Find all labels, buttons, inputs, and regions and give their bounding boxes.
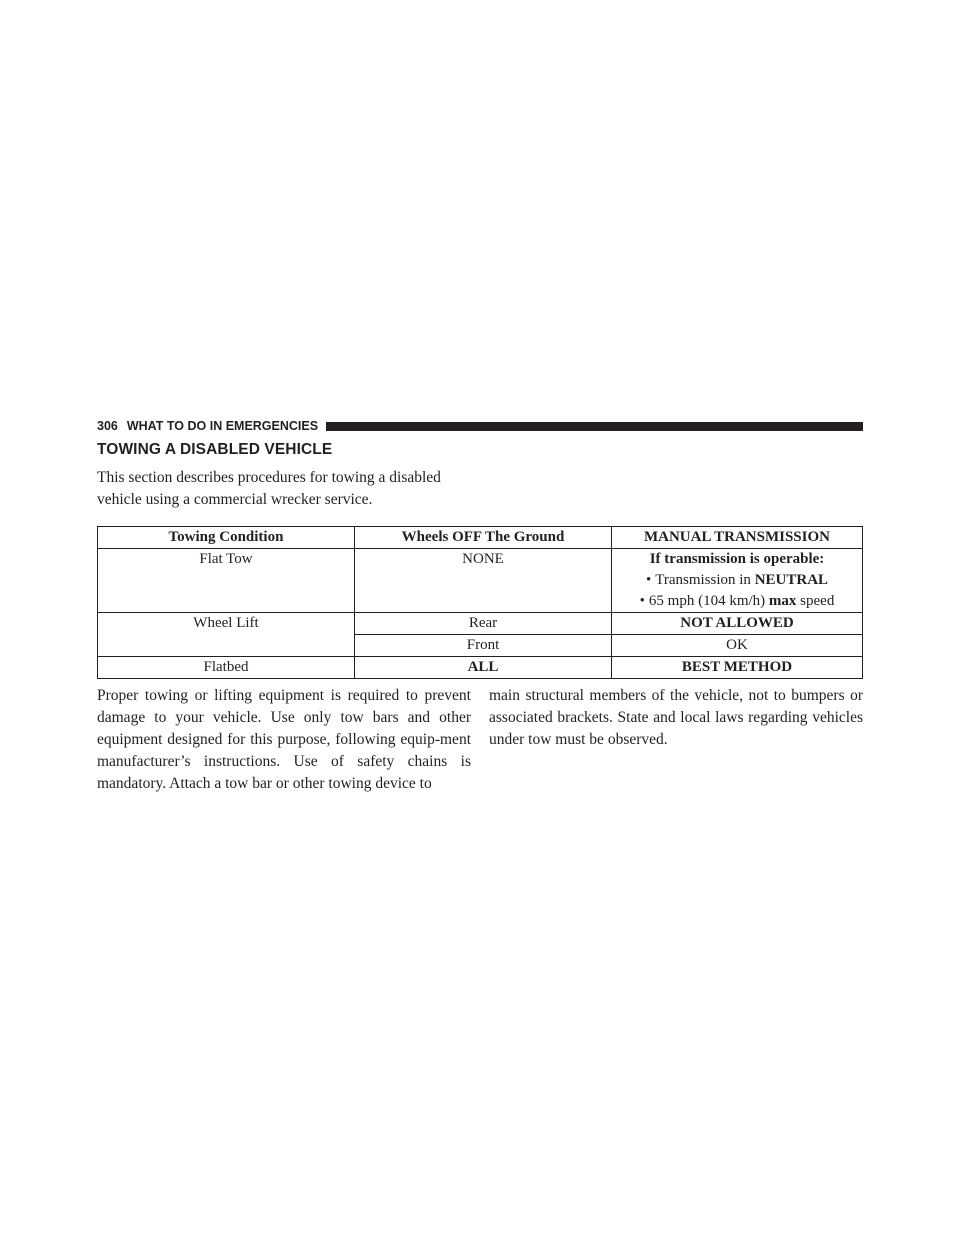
table-row-flatbed xyxy=(98,657,863,679)
bullet-1-text: Transmission in xyxy=(655,572,751,588)
chapter-title: WHAT TO DO IN EMERGENCIES xyxy=(126,419,319,433)
page-header xyxy=(97,418,863,434)
cell-wheel-lift-front: Front xyxy=(355,635,612,657)
towing-table xyxy=(97,526,863,679)
body-left-column: Proper towing or lifting equipment is required to prevent damage to your vehicle. Use only tow bars and other equipment designed for this purpose, following equip-ment manufacturer’s instructions. Use of safety chains is mandatory. Attach a tow bar or other towing device to xyxy=(97,687,471,792)
cell-wheel-lift-condition: Wheel Lift xyxy=(98,613,355,657)
table-header-row xyxy=(98,527,863,549)
header-towing-condition: Towing Condition xyxy=(98,527,355,549)
page-number: 306 xyxy=(97,419,118,433)
cell-flatbed-wheels: ALL xyxy=(355,657,612,679)
flat-tow-bullet-2 xyxy=(616,591,858,612)
flat-tow-note-title: If transmission is operable: xyxy=(649,551,825,567)
cell-flatbed-condition: Flatbed xyxy=(98,657,355,679)
header-manual-transmission: MANUAL TRANSMISSION xyxy=(612,527,863,549)
bullet-icon: • xyxy=(639,593,645,609)
cell-wheel-lift-rear: Rear xyxy=(355,613,612,635)
intro-paragraph: This section describes procedures for towing a disabled vehicle using a commercial wrecker service. xyxy=(97,469,441,508)
cell-wheel-lift-front-result: OK xyxy=(612,635,863,657)
header-rule xyxy=(326,422,863,431)
table-row-wheel-lift-rear xyxy=(98,613,863,635)
header-wheels-off: Wheels OFF The Ground xyxy=(355,527,612,549)
cell-flat-tow-condition: Flat Tow xyxy=(98,549,355,613)
section-title: TOWING A DISABLED VEHICLE xyxy=(97,441,333,458)
flat-tow-bullet-1 xyxy=(616,570,858,591)
bullet-icon: • xyxy=(645,572,652,588)
table-row-flat-tow xyxy=(98,549,863,613)
bullet-1-bold: NEUTRAL xyxy=(754,572,829,588)
cell-flat-tow-transmission xyxy=(612,549,863,613)
cell-flat-tow-wheels: NONE xyxy=(355,549,612,613)
cell-flatbed-result: BEST METHOD xyxy=(612,657,863,679)
cell-wheel-lift-rear-result: NOT ALLOWED xyxy=(612,613,863,635)
bullet-2-text: 65 mph (104 km/h) xyxy=(648,593,766,609)
bullet-2-bold: max xyxy=(768,593,797,609)
bullet-2-suffix: speed xyxy=(800,593,835,609)
body-right-column: main structural members of the vehicle, not to bumpers or associated brackets. State and local laws regarding vehicles under tow must be observed. xyxy=(489,687,863,748)
